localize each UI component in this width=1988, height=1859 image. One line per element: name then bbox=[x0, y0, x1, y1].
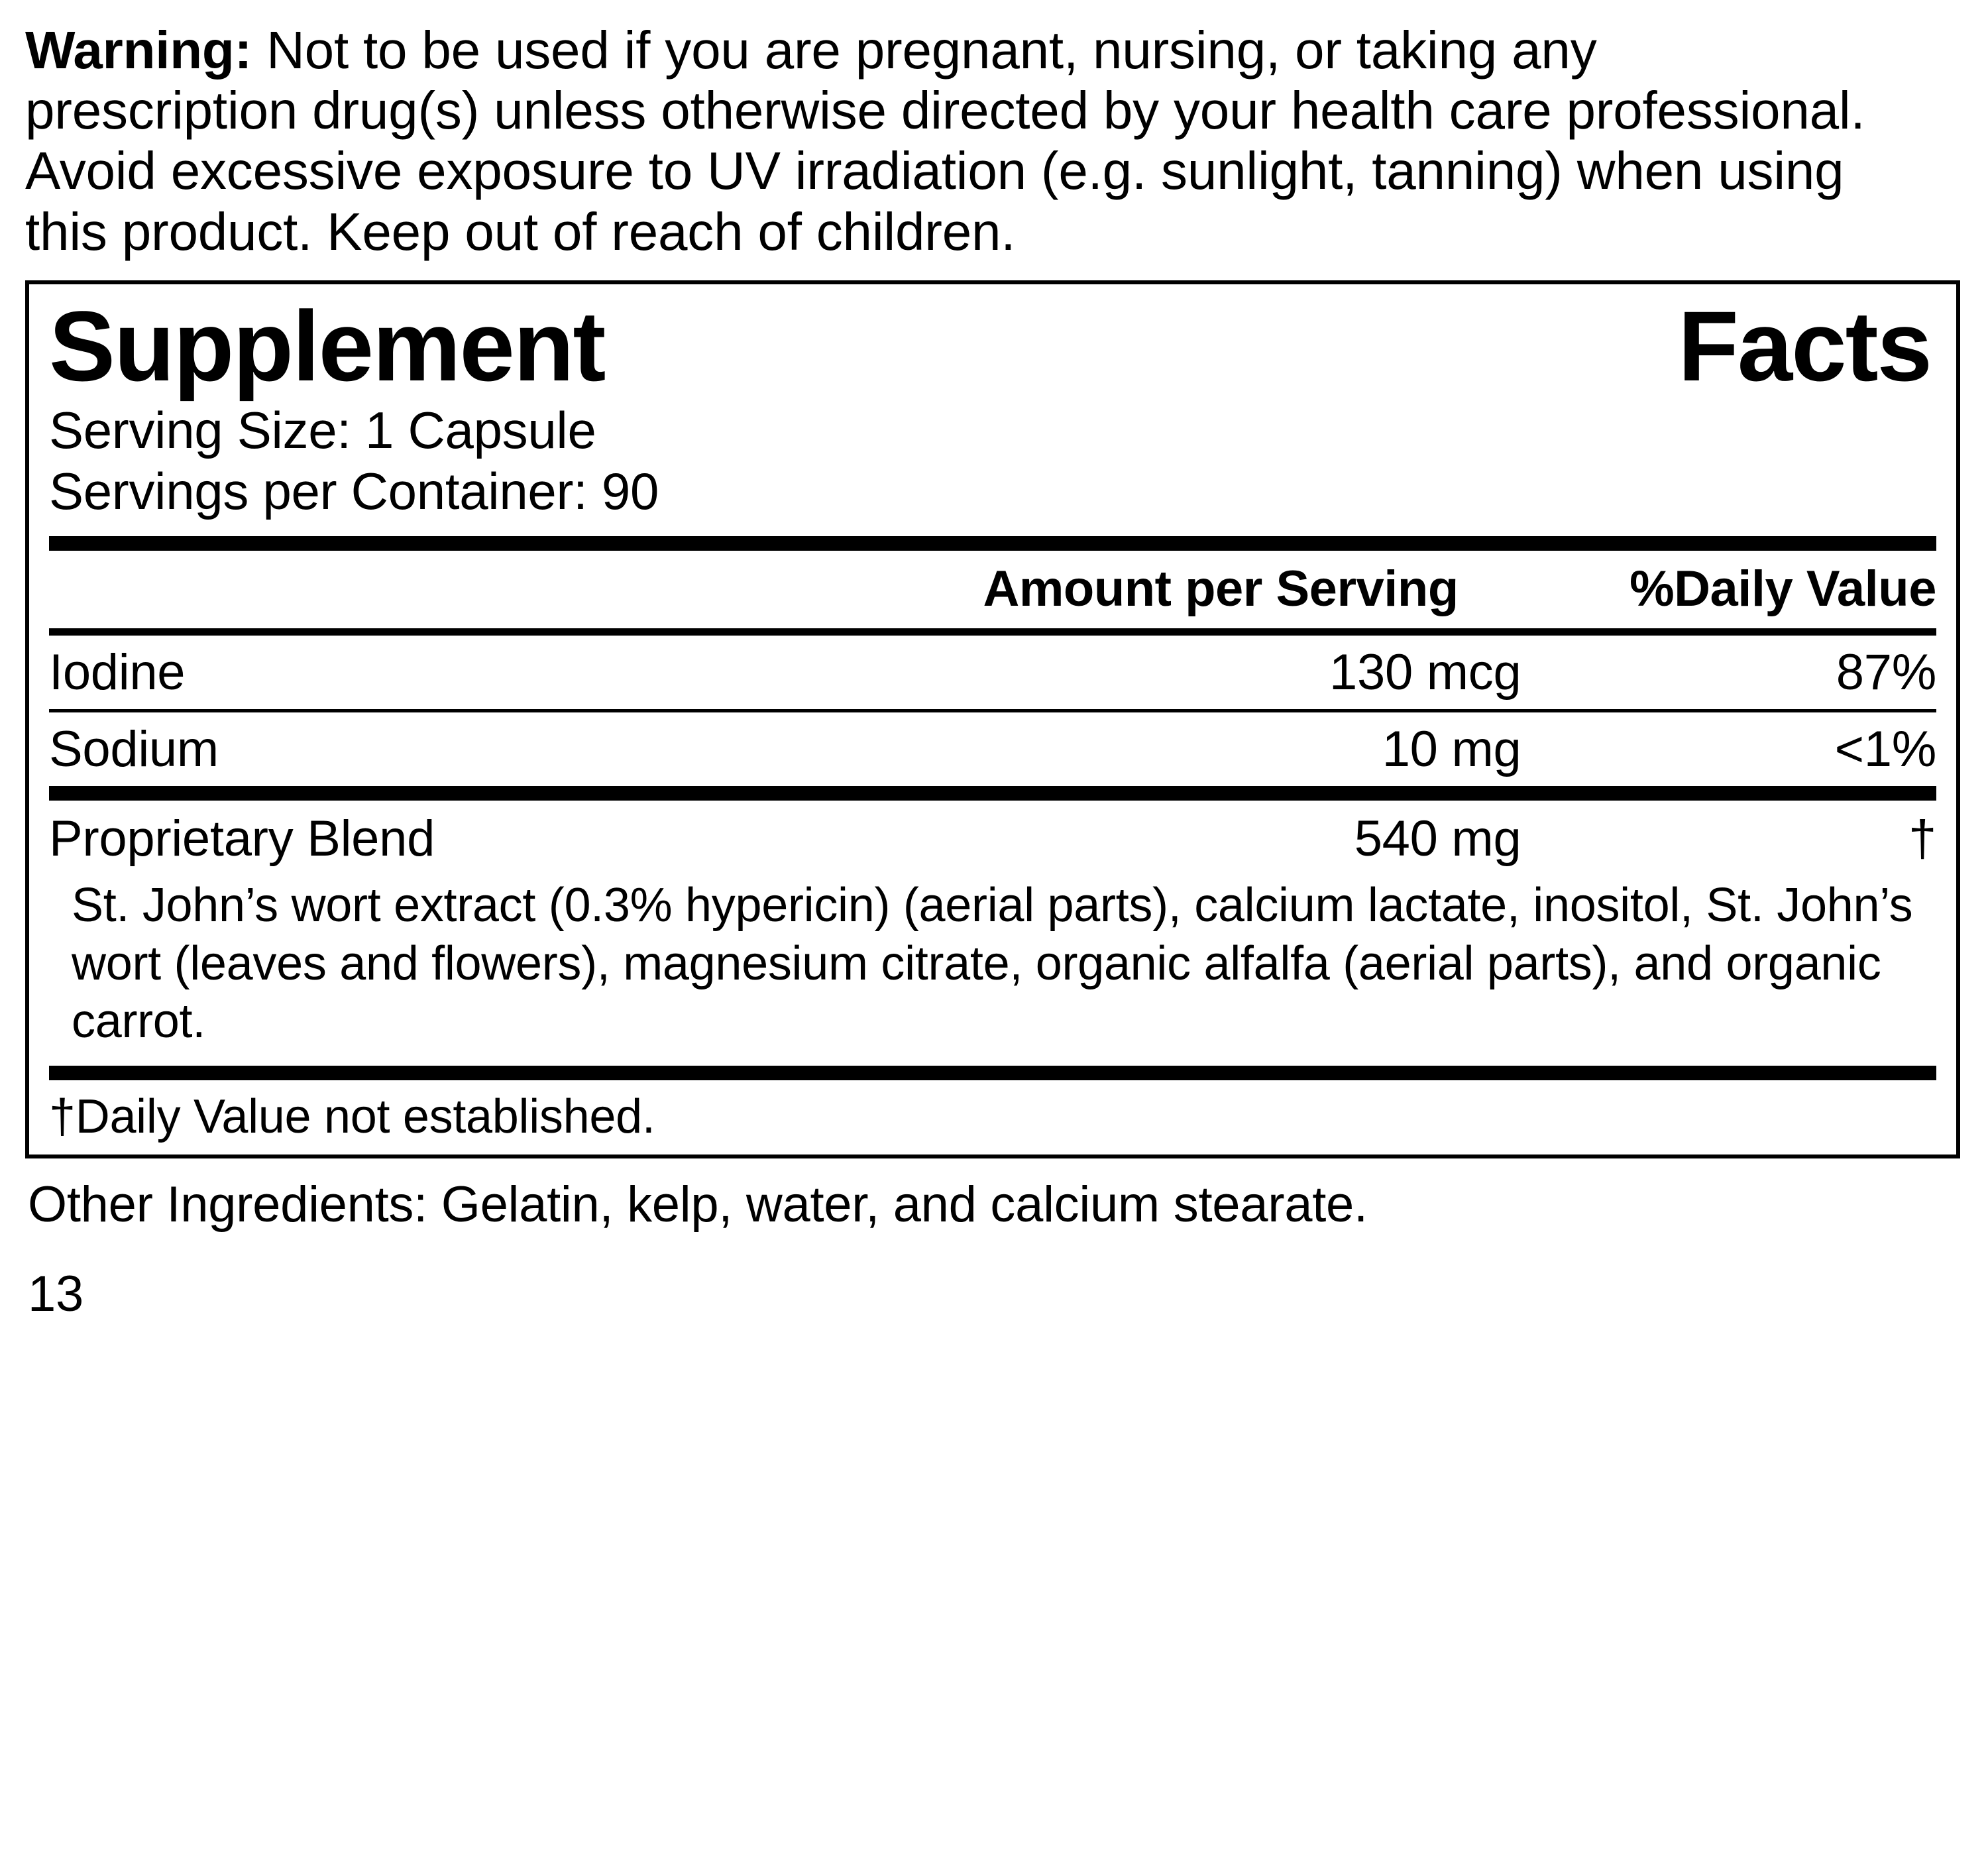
header-daily-value: %Daily Value bbox=[1629, 560, 1936, 617]
nutrient-name: Iodine bbox=[49, 644, 186, 701]
header-amount-per-serving: Amount per Serving bbox=[983, 560, 1459, 617]
blend-daily-value: † bbox=[1908, 810, 1936, 867]
table-header-row bbox=[49, 551, 1936, 628]
table-row bbox=[49, 636, 1936, 709]
nutrient-daily-value: 87% bbox=[1836, 644, 1936, 701]
blend-name: Proprietary Blend bbox=[49, 810, 435, 867]
other-ingredients: Other Ingredients: Gelatin, kelp, water, and calcium stearate. bbox=[28, 1176, 1368, 1233]
title-word-facts: Facts bbox=[1678, 290, 1931, 402]
nutrient-rows bbox=[49, 636, 1936, 709]
table-row bbox=[49, 801, 1936, 872]
proprietary-blend-row bbox=[49, 801, 1936, 872]
nutrient-rows-2 bbox=[49, 712, 1936, 786]
supplement-facts-title bbox=[49, 284, 1936, 400]
header-blank bbox=[49, 551, 846, 628]
rule-below-blend bbox=[49, 1066, 1936, 1080]
page-number: 13 bbox=[28, 1266, 83, 1323]
daily-value-footnote: †Daily Value not established. bbox=[49, 1090, 655, 1144]
nutrient-amount: 130 mcg bbox=[1329, 644, 1521, 701]
title-word-supplement: Supplement bbox=[49, 290, 605, 402]
rule-top bbox=[49, 536, 1936, 551]
nutrition-table bbox=[49, 551, 1936, 628]
supplement-facts-panel bbox=[25, 280, 1960, 1159]
warning-label: Warning: bbox=[25, 21, 252, 80]
rule-under-header bbox=[49, 628, 1936, 636]
serving-size: Serving Size: 1 Capsule bbox=[49, 400, 596, 459]
servings-per-container: Servings per Container: 90 bbox=[49, 461, 659, 520]
nutrient-name: Sodium bbox=[49, 720, 219, 777]
nutrient-amount: 10 mg bbox=[1382, 720, 1521, 777]
blend-ingredients: St. John’s wort extract (0.3% hypericin) (aerial parts), calcium lactate, inositol, St. John’s wort (leaves and flowers), magnesium citrate, organic alfalfa (aerial parts), and organic carrot. bbox=[72, 878, 1913, 1048]
warning-paragraph bbox=[25, 20, 1874, 262]
blend-amount: 540 mg bbox=[1354, 810, 1521, 867]
table-row bbox=[49, 712, 1936, 786]
rule-above-blend bbox=[49, 786, 1936, 801]
nutrient-daily-value: <1% bbox=[1834, 720, 1936, 777]
serving-info bbox=[49, 400, 1936, 536]
warning-text: Not to be used if you are pregnant, nursing, or taking any prescription drug(s) unless otherwise directed by your health care professional. Avoid excessive exposure to UV irradiation (e.g. sunlight, tanning) when using this product. Keep out of reach of children. bbox=[25, 21, 1865, 261]
